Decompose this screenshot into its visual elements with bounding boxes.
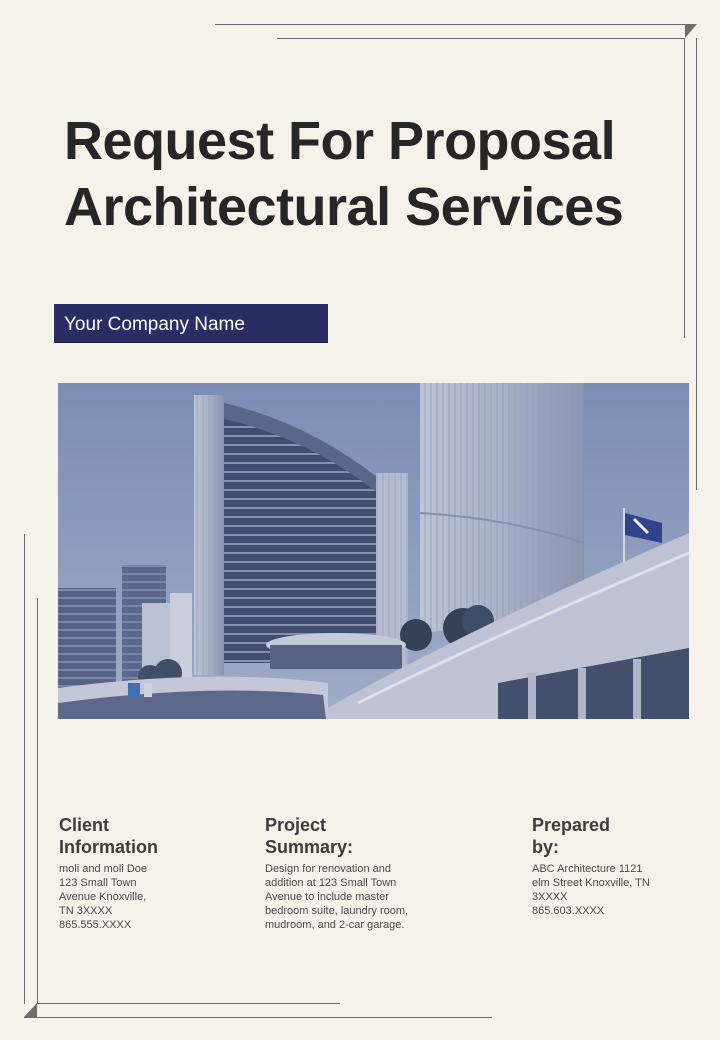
client-line: 865.555.XXXX bbox=[59, 919, 132, 931]
title-line-1: Request For Proposal bbox=[64, 111, 616, 171]
title-line-2: Architectural Services bbox=[64, 177, 624, 237]
prepared-line: elm Street Knoxville, TN bbox=[532, 877, 650, 889]
prepared-by bbox=[532, 814, 702, 918]
project-heading bbox=[265, 814, 465, 858]
frame-right-line-outer bbox=[696, 38, 697, 490]
client-heading bbox=[59, 814, 239, 858]
client-heading-line-1: Client bbox=[59, 815, 110, 835]
frame-left-line-outer bbox=[24, 534, 25, 1004]
project-line: bedroom suite, laundry room, bbox=[265, 905, 409, 917]
project-details bbox=[265, 862, 465, 932]
document-title bbox=[64, 108, 704, 240]
city-hall-illustration bbox=[58, 383, 689, 719]
prepared-line: 865.603.XXXX bbox=[532, 905, 605, 917]
frame-left-line-inner bbox=[37, 598, 38, 1004]
project-heading-line-1: Project bbox=[265, 815, 327, 835]
prepared-line: ABC Architecture 1121 bbox=[532, 863, 643, 875]
prepared-line: 3XXXX bbox=[532, 891, 568, 903]
project-line: Avenue to include master bbox=[265, 891, 389, 903]
client-details bbox=[59, 862, 239, 932]
frame-bottom-line-inner bbox=[37, 1003, 340, 1004]
project-line: addition at 123 Small Town bbox=[265, 877, 397, 889]
frame-top-line-outer bbox=[215, 24, 685, 25]
prepared-heading-line-1: Prepared bbox=[532, 815, 611, 835]
company-name-box bbox=[54, 304, 328, 343]
frame-corner-top-right bbox=[685, 24, 697, 38]
prepared-details bbox=[532, 862, 702, 918]
client-line: Avenue Knoxville, bbox=[59, 891, 147, 903]
client-information bbox=[59, 814, 239, 932]
frame-top-line-inner bbox=[277, 38, 685, 39]
client-line: moli and moli Doe bbox=[59, 863, 148, 875]
client-line: 123 Small Town bbox=[59, 877, 137, 889]
prepared-heading-line-2: by: bbox=[532, 837, 559, 857]
cover-photo bbox=[58, 383, 689, 719]
project-heading-line-2: Summary: bbox=[265, 837, 354, 857]
company-name: Your Company Name bbox=[64, 314, 245, 335]
client-heading-line-2: Information bbox=[59, 837, 158, 857]
project-line: mudroom, and 2-car garage. bbox=[265, 919, 405, 931]
client-line: TN 3XXXX bbox=[59, 905, 113, 917]
prepared-heading bbox=[532, 814, 702, 858]
project-summary bbox=[265, 814, 465, 932]
frame-corner-bottom-left bbox=[24, 1003, 37, 1017]
frame-bottom-line-outer bbox=[24, 1017, 492, 1018]
project-line: Design for renovation and bbox=[265, 863, 391, 875]
